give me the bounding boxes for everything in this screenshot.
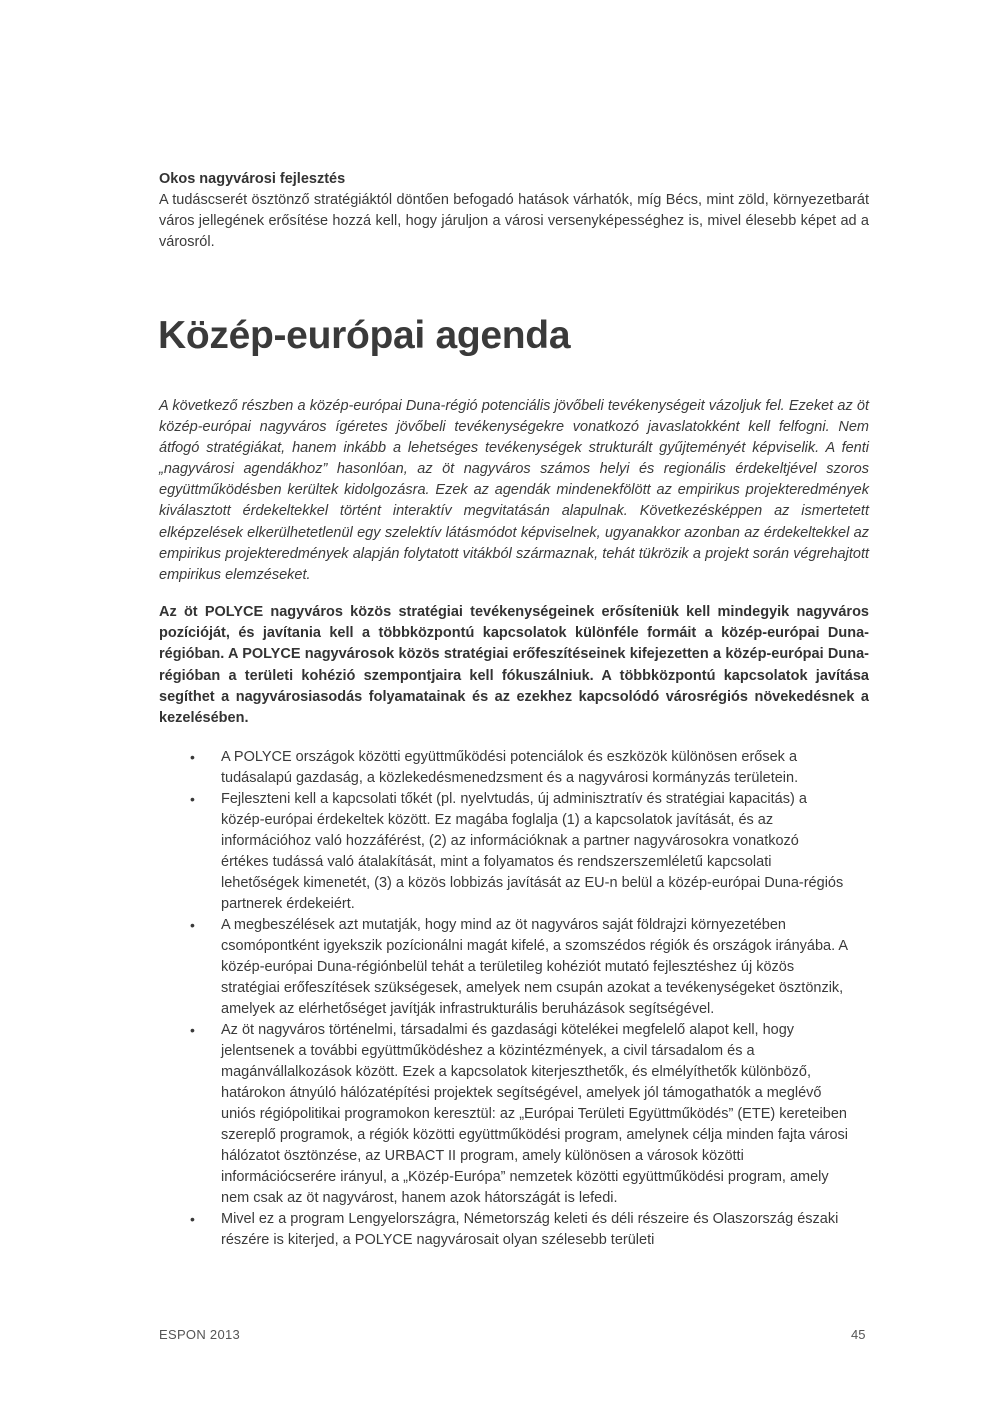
list-item bbox=[190, 789, 850, 915]
list-item bbox=[190, 1020, 850, 1209]
section-text: A tudáscserét ösztönző stratégiáktól döntően befogadó hatások várhatók, míg Bécs, mint zöld, környezetbarát város jellegének erősítése hozzá kell, hogy járuljon a városi versenyképességhez is, mivel élesebb képet ad a városról. bbox=[159, 192, 869, 250]
list-item-text: Fejleszteni kell a kapcsolati tőkét (pl. nyelvtudás, új adminisztratív és stratégiai kapacitás) a közép-európai érdekeltek között. Ez magába foglalja (1) a kapcsolatok javítását, és az információhoz való hozzáférést, (2) az információknak a partner nagyvárosokra vonatkozó értékes tudássá való átalakítását, mint a folyamatos és rendszerszemléletű kapcsolati lehetőségek kimenetét, (3) a közös lobbizás javítását az EU-n belül a közép-európai Duna-régiós partnerek érdekeiért. bbox=[221, 791, 844, 912]
footer-label: ESPON 2013 bbox=[159, 1327, 241, 1342]
list-item bbox=[190, 747, 850, 789]
list-item-text: A megbeszélések azt mutatják, hogy mind az öt nagyváros saját földrajzi környezetében csomópontként igyekszik pozícionálni magát kifelé, a szomszédos régiók és országok irányába. A közép-európai Duna-régiónbelül tehát a területileg kohéziót mutató fejlesztéshez új közös stratégiai erőfeszítések szükségesek, amelyek nem csupán azokat a tevékenységeket ösztönzik, amelyek az elérhetőséget javítják infrastrukturális beruházások segítségével. bbox=[221, 917, 848, 1017]
list-item-text: Mivel ez a program Lengyelországra, Németország keleti és déli részeire és Olaszország északi részére is kiterjed, a POLYCE nagyvárosait olyan szélesebb területi bbox=[221, 1211, 839, 1248]
list-item-text: Az öt nagyváros történelmi, társadalmi és gazdasági kötelékei megfelelő alapot kell, hogy jelentsenek a további együttműködéshez a közintézmények, a civil társadalom és a magánvállalkozások között. Ezek a kapcsolatok kiterjeszthetők, és elmélyíthetők különböző, határokon átnyúló hálózatépítési projektek segítségével, amelyek jól támogathatók a meglévő uniós régiópolitikai programokon keresztül: az „Európai Területi Együttműködés” (ETE) kereteiben szereplő programok, a régiók közötti együttműködési program, amelynek célja minden fajta városi hálózatot ösztönzése, az URBACT II program, amely különösen a városok közötti információcserére irányul, a „Közép-Európa” nemzetek közötti együttműködési program, amely nem csak az öt nagyvárost, hanem azok hátországát is lefedi. bbox=[221, 1022, 849, 1206]
bullet-icon: • bbox=[190, 791, 195, 807]
bullet-icon: • bbox=[190, 749, 195, 765]
list-item-text: A POLYCE országok közötti együttműködési potenciálok és eszközök különösen erősek a tudásalapú gazdaság, a közlekedésmenedzsment és a nagyvárosi kormányzás területein. bbox=[221, 749, 799, 786]
page-heading: Közép-európai agenda bbox=[158, 314, 571, 357]
bold-paragraph: Az öt POLYCE nagyváros közös stratégiai tevékenységeinek erősíteniük kell mindegyik nagyváros pozícióját, és javítania kell a többközpontú kapcsolatok különféle formáit a közép-európai Duna-régióban. A POLYCE nagyvárosok közös stratégiai erőfeszítéseinek kifejezetten a közép-európai Duna-régióban a területi kohézió szempontjaira kell fókuszálniuk. A többközpontú kapcsolatok javítása segíthet a nagyvárosiasodás folyamatainak és az ezekhez kapcsolódó városrégiós növekedésnek a kezelésében. bbox=[159, 604, 869, 727]
section-title: Okos nagyvárosi fejlesztés bbox=[159, 171, 346, 187]
page-number: 45 bbox=[851, 1327, 866, 1342]
bullet-icon: • bbox=[190, 1022, 195, 1038]
section-block bbox=[159, 169, 869, 253]
intro-paragraph: A következő részben a közép-európai Duna-régió potenciális jövőbeli tevékenységeit vázoljuk fel. Ezeket az öt közép-európai nagyváros ígéretes jövőbeli tevékenységekre vonatkozó javaslatokként kell felfogni. Nem átfogó stratégiákat, hanem inkább a lehetséges tevékenységek strukturált gyűjteményét képviselik. A fenti „nagyvárosi agendákhoz” hasonlóan, az öt nagyváros számos helyi és regionális érdekeltjével szoros együttműködésben kerültek kidolgozásra. Ezek az agendák mindenekfölött az empirikus projekteredmények kiválasztott érdekeltekkel történt interaktív megvitatásán alapulnak. Következésképpen az ismertetett elképzelések elkerülhetetlenül egy szelektív látásmódot képviselnek, ugyanakkor azonban az érdekeltekkel az empirikus projekteredmények alapján folytatott vitákból származnak, tehát tükrözik a projekt során végrehajtott empirikus elemzéseket. bbox=[159, 398, 869, 583]
list-item bbox=[190, 915, 850, 1020]
bullet-list bbox=[190, 747, 850, 1251]
bullet-icon: • bbox=[190, 917, 195, 933]
list-item bbox=[190, 1209, 850, 1251]
bullet-icon: • bbox=[190, 1211, 195, 1227]
